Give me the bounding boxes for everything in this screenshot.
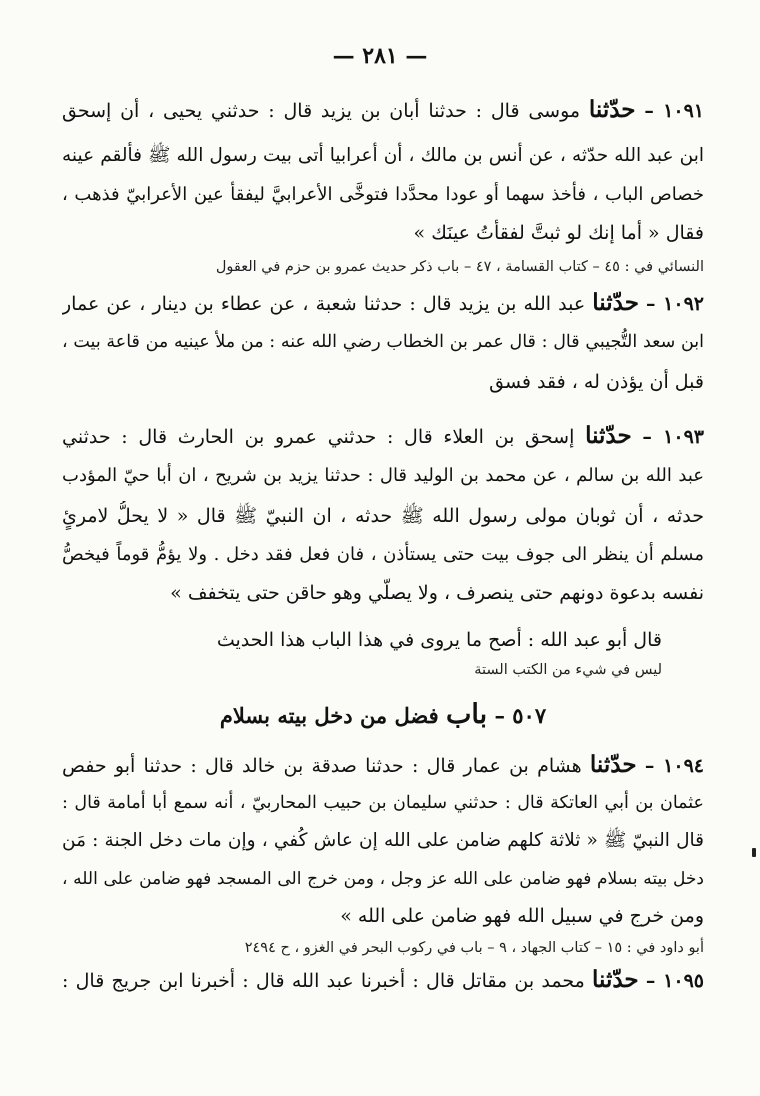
hadith-1094-line-4: دخل بيته بسلام فهو ضامن على الله عز وجل ، ومن خرج الى المسجد فهو ضامن على الله ، xyxy=(62,869,704,889)
hadith-number: ١٠٩١ – xyxy=(644,100,704,122)
hadith-1093-reference: ليس في شيء من الكتب الستة xyxy=(474,662,662,678)
hadith-1094-line-3: قال النبيّ ﷺ « ثلاثة كلهم ضامن على الله إن عاش كُفي ، وإن مات دخل الجنة : مَن xyxy=(62,830,704,851)
chapter-bab-label: باب xyxy=(445,699,488,730)
haddathana-keyword: حدّثنا xyxy=(589,751,637,778)
hadith-1093-line-5: نفسه بدعوة دونهم حتى ينصرف ، ولا يصلّي وهو حاقن حتى يتخفف » xyxy=(170,582,704,604)
hadith-1094-line-1: ١٠٩٤ – حدّثنا هشام بن عمار قال : حدثنا صدقة بن خالد قال : حدثنا أبو حفص xyxy=(62,751,704,778)
hadith-1093-line-2: عبد الله بن سالم ، عن محمد بن الوليد قال : حدثنا يزيد بن شريح ، ان أبا حيّ المؤدب xyxy=(62,465,704,486)
hadith-1094-line-5: ومن خرج في سبيل الله فهو ضامن على الله » xyxy=(340,905,704,927)
hadith-1095-line-1: ١٠٩٥ – حدّثنا محمد بن مقاتل قال : أخبرنا عبد الله قال : أخبرنا ابن جريج قال : xyxy=(62,966,704,993)
hadith-1092-line-1: ١٠٩٢ – حدّثنا عبد الله بن يزيد قال : حدثنا شعبة ، عن عطاء بن دينار ، عن عمار xyxy=(62,289,704,316)
hadith-number: ١٠٩٥ – xyxy=(645,970,704,992)
haddathana-keyword: حدّثنا xyxy=(588,96,636,123)
chapter-title: فضل من دخل بيته بسلام xyxy=(219,703,439,728)
margin-mark xyxy=(752,848,756,857)
hadith-number: ١٠٩٣ – xyxy=(642,426,704,448)
chapter-heading xyxy=(62,698,704,733)
hadith-1093-comment: قال أبو عبد الله : أصح ما يروى في هذا الباب هذا الحديث xyxy=(216,629,662,651)
haddathana-keyword: حدّثنا xyxy=(592,289,639,316)
hadith-1093-line-3: حدثه ، أن ثوبان مولى رسول الله ﷺ حدثه ، ان النبيّ ﷺ قال « لا يحلُّ لامرئٍ xyxy=(62,505,704,527)
hadith-1092-line-3: قبل أن يؤذن له ، فقد فسق xyxy=(489,371,704,393)
hadith-1091-line-4: فقال « أما إنك لو ثبتَّ لفقأتُ عينَك » xyxy=(413,222,704,244)
hadith-1091-line-1: ١٠٩١ – حدّثنا موسى قال : حدثنا أبان بن يزيد قال : حدثني يحيى ، أن إسحق xyxy=(62,96,704,123)
hadith-1094-line-2: عثمان بن أبي العاتكة قال : حدثني سليمان بن حبيب المحاربيّ ، أنه سمع أبا أمامة قال : xyxy=(62,793,704,813)
hadith-1091-line-2: ابن عبد الله حدّثه ، عن أنس بن مالك ، أن أعرابيا أتى بيت رسول الله ﷺ فألقم عينه xyxy=(62,145,704,166)
hadith-1093-line-4: مسلم أن ينظر الى جوف بيت حتى يستأذن ، فان فعل فقد دخل . ولا يؤمُّ قوماً فيخصُّ xyxy=(62,544,704,565)
hadith-1094-reference: أبو داود في : ١٥ – كتاب الجهاد ، ٩ – باب في ركوب البحر في الغزو ، ح ٢٤٩٤ xyxy=(244,940,704,956)
hadith-number: ١٠٩٢ – xyxy=(646,293,704,315)
hadith-1091-reference: النسائي في : ٤٥ – كتاب القسامة ، ٤٧ – باب ذكر حديث عمرو بن حزم في العقول xyxy=(215,259,704,275)
hadith-number: ١٠٩٤ – xyxy=(644,755,704,777)
hadith-1092-line-2: ابن سعد التُّجيبي قال : قال عمر بن الخطاب رضي الله عنه : من ملأ عينيه من قاعة بيت ، xyxy=(62,332,704,352)
hadith-1091-line-3: خصاص الباب ، فأخذ سهما أو عودا محدَّدا فتوخَّى الأعرابيَّ ليفقأ عين الأعرابيّ فذهب ، xyxy=(62,184,704,205)
haddathana-keyword: حدّثنا xyxy=(585,422,632,449)
haddathana-keyword: حدّثنا xyxy=(592,966,639,993)
hadith-1093-line-1: ١٠٩٣ – حدّثنا إسحق بن العلاء قال : حدثني عمرو بن الحارث قال : حدثني xyxy=(62,422,704,449)
page-number: — ٢٨١ — xyxy=(332,43,428,69)
chapter-number: ٥٠٧ – xyxy=(494,703,547,728)
